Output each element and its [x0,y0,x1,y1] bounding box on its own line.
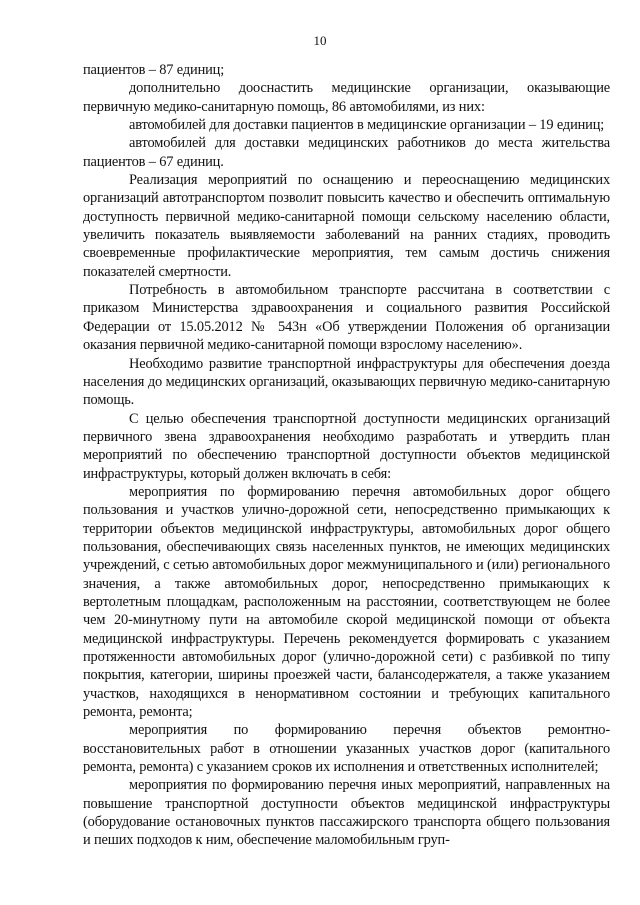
paragraph-1: пациентов – 87 единиц; [83,62,225,78]
paragraph-2: дополнительно дооснастить медицинские организации, оказывающие первичную медико-санитарную помощь, 86 автомобилями, из них: [83,80,610,115]
paragraph-11: мероприятия по формированию перечня иных мероприятий, направленных на повышение транспортной доступности объектов медицинской инфраструктуры (оборудование остановочных пунктов пассажирского транспорта общего пользования и пеших подходов к ним, обеспечение маломобильным груп- [83,777,610,849]
paragraph-5: Реализация мероприятий по оснащению и переоснащению медицинских организаций автотранспортом позволит повысить качество и обеспечить оптимальную доступность первичной медико-санитарной помощи сельскому населению области, увеличить показатель выявляемости заболеваний на ранних стадиях, проводить своевременные профилактические мероприятия, тем самым достичь снижения показателей смертности. [83,172,610,280]
paragraph-7: Необходимо развитие транспортной инфраструктуры для обеспечения доезда населения до медицинских организаций, оказывающих первичную медико-санитарную помощь. [83,355,610,409]
paragraph-6: Потребность в автомобильном транспорте рассчитана в соответствии с приказом Министерства здравоохранения и социального развития Российской Федерации от 15.05.2012 № 543н «Об утверждении Положения об организации оказания первичной медико-санитарной помощи взрослому населению». [83,282,610,354]
paragraph-10: мероприятия по формированию перечня объектов ремонтно-восстановительных работ в отношении указанных участков дорог (капитального ремонта, ремонта) с указанием сроков их исполнения и ответственных исполнителей; [83,722,610,776]
paragraph-4: автомобилей для доставки медицинских работников до места жительства пациентов – 67 единиц. [83,135,610,170]
page-number: 10 [313,33,327,48]
paragraph-3: автомобилей для доставки пациентов в медицинские организации – 19 единиц; [129,117,605,134]
paragraph-9: мероприятия по формированию перечня автомобильных дорог общего пользования и участков улично-дорожной сети, непосредственно примыкающих к территории объектов медицинской инфраструктуры, автомобильных дорог общего пользования, обеспечивающих связь населенных пунктов, не имеющих медицинских учреждений, с сетью автомобильных дорог межмуниципального и (или) регионального значения, а также автомобильных дорог, непосредственно примыкающих к вертолетным площадкам, расположенным на расстоянии, соответствующем не более чем 20-минутному пути на автомобиле скорой медицинской помощи от объекта медицинской инфраструктуры. Перечень рекомендуется формировать с указанием протяженности автомобильных дорог (улично-дорожной сети) с разбивкой по типу покрытия, категории, ширины проезжей части, балансодержателя, а также указанием участков, находящихся в ненормативном состоянии и требующих капитального ремонта, ремонта; [83,483,610,721]
document-body [83,61,610,850]
paragraph-8: С целью обеспечения транспортной доступности медицинских организаций первичного звена здравоохранения необходимо разработать и утвердить план мероприятий по обеспечению транспортной доступности объектов медицинской инфраструктуры, который должен включать в себя: [83,410,610,482]
